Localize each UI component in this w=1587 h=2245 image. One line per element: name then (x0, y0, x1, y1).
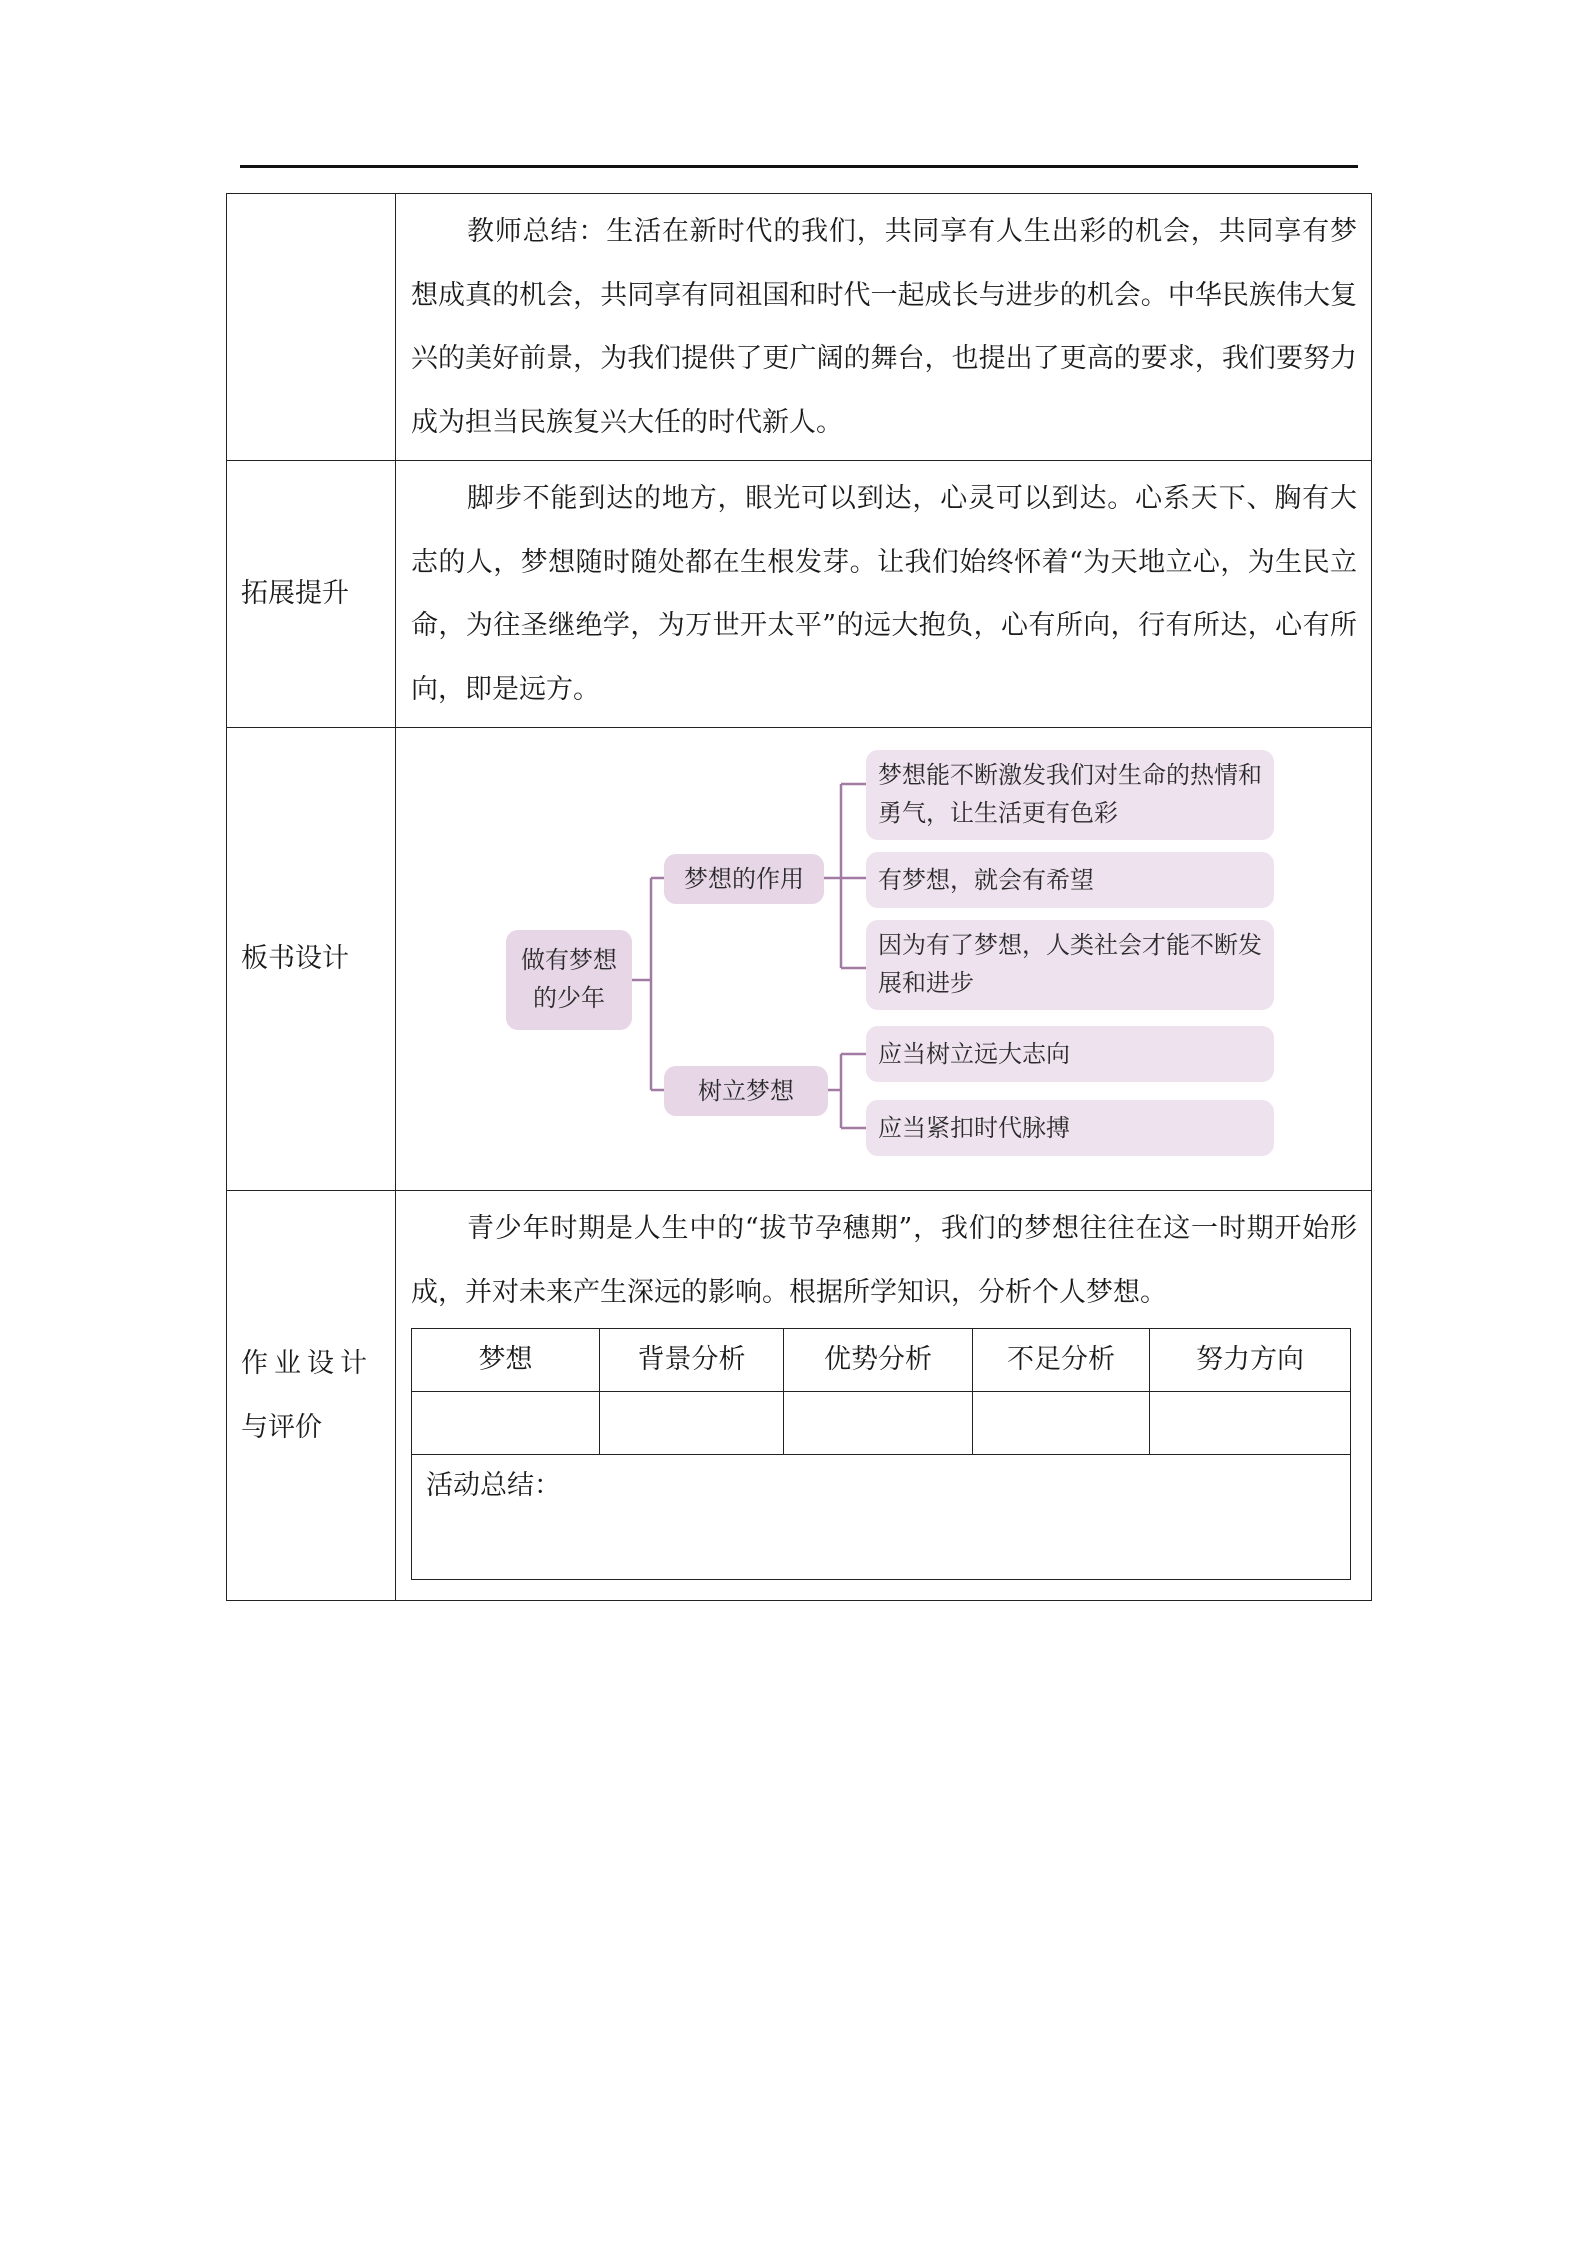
row-teacher-summary (227, 194, 1372, 461)
branch-1-item-1-text: 梦想能不断激发我们对生命的热情和勇气，让生活更有色彩 (878, 761, 1262, 827)
branch-1-item-2-text: 有梦想，就会有希望 (878, 866, 1094, 894)
homework-cell (396, 1191, 1372, 1601)
row-label-board: 板书设计 (227, 728, 396, 1191)
row-extension (227, 461, 1372, 728)
homework-label-line-2: 与评价 (241, 1411, 322, 1443)
branch-1-item-1 (866, 750, 1274, 840)
header-dream: 梦想 (412, 1329, 600, 1392)
dream-table-input-row (412, 1392, 1351, 1455)
cell-weaknesses[interactable] (973, 1392, 1150, 1455)
dream-table-header-row (412, 1329, 1351, 1392)
branch-2-item-1-text: 应当树立远大志向 (878, 1040, 1070, 1068)
mind-map-branch-2 (664, 1066, 828, 1116)
branch-2-item-2 (866, 1100, 1274, 1156)
teacher-summary-text: 教师总结：生活在新时代的我们，共同享有人生出彩的机会，共同享有梦想成真的机会，共同享有同祖国和时代一起成长与进步的机会。中华民族伟大复兴的美好前景，为我们提供了更广阔的舞台，也提出了更高的要求，我们要努力成为担当民族复兴大任的时代新人。 (411, 216, 1357, 438)
header-direction: 努力方向 (1150, 1329, 1351, 1392)
row-label-homework (227, 1191, 396, 1601)
header-background: 背景分析 (600, 1329, 784, 1392)
row-board-design (227, 728, 1372, 1191)
cell-direction[interactable] (1150, 1392, 1351, 1455)
branch-1-item-3-text: 因为有了梦想，人类社会才能不断发展和进步 (878, 931, 1262, 997)
activity-summary-label: 活动总结： (426, 1470, 561, 1501)
branch-1-item-2 (866, 852, 1274, 908)
branch-1-item-3 (866, 920, 1274, 1010)
homework-text: 青少年时期是人生中的“拔节孕穗期”，我们的梦想往往在这一时期开始形成，并对未来产生深远的影响。根据所学知识，分析个人梦想。 (411, 1213, 1357, 1308)
lesson-plan-table (226, 193, 1372, 1601)
homework-label-line-1: 作业设计 (241, 1347, 373, 1379)
header-rule (240, 165, 1358, 168)
cell-dream[interactable] (412, 1392, 600, 1455)
branch-2-item-2-text: 应当紧扣时代脉搏 (878, 1114, 1070, 1142)
teacher-summary-cell (396, 194, 1372, 461)
row-label-extension: 拓展提升 (227, 461, 396, 728)
branch-1-title: 梦想的作用 (684, 865, 804, 893)
cell-background[interactable] (600, 1392, 784, 1455)
activity-summary-cell[interactable] (412, 1455, 1351, 1580)
extension-cell (396, 461, 1372, 728)
branch-2-title: 树立梦想 (698, 1077, 794, 1105)
row-label-empty (227, 194, 396, 461)
header-strengths: 优势分析 (784, 1329, 973, 1392)
mind-map-root (506, 930, 632, 1030)
row-homework (227, 1191, 1372, 1601)
header-weaknesses: 不足分析 (973, 1329, 1150, 1392)
activity-summary-row (412, 1455, 1351, 1580)
mind-map (396, 728, 1371, 1190)
extension-text: 脚步不能到达的地方，眼光可以到达，心灵可以到达。心系天下、胸有大志的人，梦想随时随处都在生根发芽。让我们始终怀着“为天地立心，为生民立命，为往圣继绝学，为万世开太平”的远大抱负，心有所向，行有所达，心有所向，即是远方。 (411, 483, 1357, 705)
board-design-cell (396, 728, 1372, 1191)
mind-map-root-text: 做有梦想的少年 (521, 946, 617, 1012)
cell-strengths[interactable] (784, 1392, 973, 1455)
branch-2-item-1 (866, 1026, 1274, 1082)
dream-analysis-table (411, 1328, 1351, 1580)
mind-map-branch-1 (664, 854, 824, 904)
